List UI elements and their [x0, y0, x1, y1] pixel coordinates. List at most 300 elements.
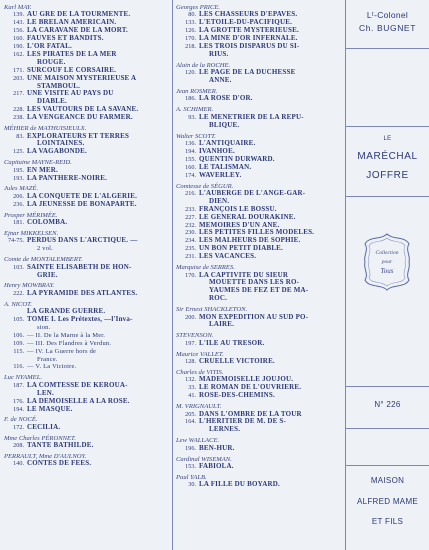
- entry-number: 235.: [185, 245, 196, 253]
- catalog-entry: [2, 290, 172, 298]
- catalog-entry: [2, 390, 172, 398]
- entry-number: 41.: [188, 392, 196, 400]
- catalog-entry: [174, 384, 342, 392]
- entry-title: L'AUBERGE DE L'ANGE-GAR-: [199, 189, 306, 197]
- author-name: A. SCHIMER.: [176, 106, 214, 114]
- entry-number: 176.: [13, 397, 24, 405]
- entry-number: 80.: [188, 11, 196, 19]
- author-section: [174, 369, 342, 400]
- catalog-entry: [2, 340, 172, 348]
- catalog-entry: [174, 172, 342, 180]
- entry-title: COLOMBA.: [27, 219, 68, 227]
- entry-title: — IV. La Guerre hors de: [27, 347, 97, 355]
- catalog-column-left: [2, 4, 172, 471]
- catalog-entry: [174, 69, 342, 77]
- catalog-entry: [2, 382, 172, 390]
- catalog-entry: [2, 308, 172, 316]
- entry-number: 162.: [13, 50, 24, 58]
- entry-number: [2, 245, 27, 253]
- author-name: Prosper MÉRIMÉE.: [4, 211, 58, 219]
- author-name: Comtesse de SÉGUR.: [176, 182, 234, 190]
- catalog-entry: [2, 51, 172, 59]
- catalog-entry: [2, 175, 172, 183]
- entry-title: LA VAGABONDE.: [27, 148, 87, 156]
- author-name: Ejnar MIKKELSEN.: [4, 229, 59, 237]
- catalog-entry: [174, 51, 342, 59]
- author-section: [174, 4, 342, 59]
- entry-number: 105.: [13, 316, 24, 324]
- author-name: Karl MAY.: [4, 4, 32, 11]
- entry-number: 232.: [185, 221, 196, 229]
- entry-number: [174, 295, 199, 303]
- author-section: [2, 453, 172, 468]
- catalog-entry: [2, 114, 172, 122]
- entry-title: LA DEMOISELLE A LA ROSE.: [27, 397, 130, 405]
- catalog-entry: [174, 19, 342, 27]
- entry-number: 186.: [185, 95, 196, 103]
- entry-number: 133.: [185, 19, 196, 27]
- catalog-entry: [174, 418, 342, 426]
- title-article: LE: [383, 136, 392, 142]
- catalog-entry: [174, 237, 342, 245]
- entry-title: ROC.: [209, 295, 228, 303]
- author-name: Luc NYAMEL.: [4, 374, 43, 382]
- entry-title: SURCOUF LE CORSAIRE.: [27, 66, 117, 74]
- entry-number: 106.: [13, 331, 24, 339]
- publisher-line1: MAISON: [370, 476, 405, 485]
- entry-title: WAVERLEY.: [199, 171, 242, 179]
- author-section: [2, 212, 172, 227]
- catalog-entry: [2, 133, 172, 141]
- entry-title: — II. De la Marne à la Mer.: [27, 331, 106, 339]
- entry-number: 187.: [13, 381, 24, 389]
- entry-title: L'ANTIQUAIRE.: [199, 140, 256, 147]
- entry-number: 227.: [185, 213, 196, 221]
- entry-number: 233.: [185, 205, 196, 213]
- entry-number: [174, 426, 199, 434]
- author-name: A. NICOT.: [4, 300, 32, 308]
- entry-title: MADEMOISELLE JOUJOU.: [199, 376, 294, 384]
- entry-title: EXPLORATEURS ET TERRES: [27, 132, 130, 140]
- catalog-entry: [174, 206, 342, 214]
- entry-title: LE GÉNÉRAL DOURAKINE.: [199, 213, 296, 221]
- entry-title: LE ROMAN DE L'OUVRIÈRE.: [199, 384, 302, 392]
- author-name: Alain de la ROCHE.: [176, 61, 231, 69]
- entry-title: UN BON PETIT DIABLE.: [199, 245, 284, 253]
- catalog-entry: [2, 406, 172, 414]
- author-name: Henry MOWBRAY.: [4, 282, 55, 290]
- author-name: Paul YALB.: [176, 473, 207, 481]
- catalog-entry: [174, 245, 342, 253]
- catalog-entry: [2, 83, 172, 91]
- author-section: [2, 256, 172, 279]
- entry-title: L'OR FATAL.: [27, 43, 72, 51]
- entry-title: LA MINE D'OR INFERNALE.: [199, 35, 298, 43]
- entry-number: 217.: [13, 90, 24, 98]
- author-section: [174, 88, 342, 103]
- entry-title: AU GRÉ DE LA TOURMENTE.: [27, 11, 131, 19]
- entry-title: LA PANTHÈRE-NOIRE.: [27, 174, 108, 182]
- catalog-entry: [174, 314, 342, 322]
- entry-title: LEN.: [37, 389, 54, 397]
- entry-title: MÉMOIRES D'UN ÂNE.: [199, 221, 280, 229]
- entry-title: TOME I. Les Prétextes, —l'Inva-: [27, 316, 133, 324]
- entry-title: CRUELLE VICTOIRE.: [199, 358, 275, 366]
- catalog-entry: [174, 426, 342, 434]
- divider-line: [346, 48, 429, 49]
- entry-number: [2, 390, 27, 398]
- entry-title: LA JEUNESSE DE BONAPARTE.: [27, 200, 137, 208]
- catalog-entry: [174, 222, 342, 230]
- entry-number: 206.: [13, 192, 24, 200]
- entry-title: TANTE BATHILDE.: [27, 442, 94, 450]
- catalog-entry: [2, 67, 172, 75]
- catalog-entry: [2, 193, 172, 201]
- entry-title: ANNE.: [209, 77, 232, 85]
- publisher-line3: ET FILS: [371, 517, 404, 526]
- entry-title: FAUVES ET BANDITS.: [27, 35, 104, 43]
- entry-title: QUENTIN DURWARD.: [199, 155, 275, 163]
- catalog-entry: [174, 156, 342, 164]
- catalog-entry: [2, 272, 172, 280]
- entry-title: LA CARAVANE DE LA MORT.: [27, 27, 129, 35]
- entry-number: 236.: [13, 200, 24, 208]
- author-name: Jules MAZÉ.: [4, 185, 39, 193]
- entry-title: LA FILLE DU BOYARD.: [199, 481, 280, 489]
- author-section: [174, 62, 342, 85]
- entry-number: [2, 356, 27, 364]
- entry-title: LA ROSE D'OR.: [199, 95, 253, 103]
- catalog-entry: [2, 219, 172, 227]
- catalog-entry: [174, 358, 342, 366]
- catalog-entry: [2, 424, 172, 432]
- catalog-entry: [174, 295, 342, 303]
- entry-title: LE MASQUE.: [27, 405, 73, 413]
- catalog-entry: [2, 90, 172, 98]
- author-name: STEVENSON.: [176, 332, 214, 340]
- catalog-entry: [2, 98, 172, 106]
- entry-number: 181.: [13, 219, 24, 227]
- entry-number: 164.: [185, 418, 196, 426]
- entry-number: 196.: [185, 444, 196, 452]
- entry-number: 128.: [185, 358, 196, 366]
- author-section: [174, 351, 342, 366]
- author-name: PERRAULT, Mme D'AULNOY.: [4, 453, 87, 461]
- entry-number: 30.: [188, 481, 196, 489]
- entry-title: STAMBOUL.: [37, 82, 81, 90]
- entry-number: 194.: [13, 405, 24, 413]
- entry-title: LE MÉNÉTRIER DE LA RÉPU-: [199, 113, 304, 121]
- entry-title: LA VENGEANCE DU FARMER.: [27, 114, 133, 122]
- catalog-entry: [174, 122, 342, 130]
- catalog-entry: [174, 272, 342, 280]
- entry-title: LE TALISMAN.: [199, 163, 252, 171]
- entry-title: — V. La Victoire.: [27, 363, 77, 371]
- entry-number: 132.: [185, 376, 196, 384]
- author-name: Jean ROSMER.: [176, 88, 218, 96]
- catalog-entry: [2, 356, 172, 364]
- author-section: [2, 374, 172, 413]
- catalog-entry: [174, 190, 342, 198]
- entry-number: [174, 287, 199, 295]
- entry-title: LES TROIS DISPARUS DU SI-: [199, 43, 300, 51]
- author-section: [174, 437, 342, 452]
- author-name: Capitaine MAYNE-REID.: [4, 159, 72, 167]
- entry-title: FRANÇOIS LE BOSSU.: [199, 205, 277, 213]
- entry-title: BLIQUE.: [209, 121, 240, 129]
- entry-number: 171.: [13, 66, 24, 74]
- entry-title: UNE MAISON MYSTÉRIEUSE A: [27, 74, 137, 82]
- entry-number: 203.: [13, 74, 24, 82]
- catalog-entry: [2, 201, 172, 209]
- entry-number: 222.: [13, 289, 24, 297]
- entry-number: 208.: [13, 442, 24, 450]
- author-name: Charles de VITIS.: [176, 368, 224, 376]
- author-name: M. VRIGNAULT.: [176, 403, 222, 411]
- catalog-entry: [2, 460, 172, 468]
- entry-number: 172.: [13, 423, 24, 431]
- entry-title: LE BRELAN AMÉRICAIN.: [27, 19, 117, 27]
- entry-number: 228.: [13, 106, 24, 114]
- entry-title: LOINTAINES.: [37, 140, 85, 148]
- entry-number: 216.: [185, 189, 196, 197]
- entry-number: 195.: [13, 166, 24, 174]
- entry-number: 136.: [185, 140, 196, 147]
- entry-title: LES VAUTOURS DE LA SAVANE.: [27, 106, 139, 114]
- entry-number: 74-75.: [8, 237, 24, 245]
- catalog-entry: [174, 77, 342, 85]
- column-divider: [172, 0, 173, 550]
- entry-title: LES MALHEURS DE SOPHIE.: [199, 237, 301, 245]
- catalog-entry: [174, 140, 342, 148]
- catalog-entry: [174, 114, 342, 122]
- catalog-entry: [2, 245, 172, 253]
- collection-emblem: [361, 232, 413, 292]
- catalog-entry: [174, 148, 342, 156]
- divider-line: [346, 126, 429, 127]
- author-name: Cardinal WISEMAN.: [176, 455, 232, 463]
- entry-number: [2, 140, 27, 148]
- catalog-entry: [2, 11, 172, 19]
- catalog-entry: [2, 59, 172, 67]
- author-name: Sir Ernest SHACKLETON.: [176, 306, 248, 314]
- publisher-line2: ALFRED MAME: [356, 497, 419, 506]
- entry-title: GRIE.: [37, 271, 58, 279]
- author-section: [174, 106, 342, 129]
- divider-line: [346, 465, 429, 466]
- emblem-text-pour: pour: [381, 259, 393, 265]
- entry-number: 231.: [185, 253, 196, 261]
- author-section: [174, 474, 342, 489]
- entry-number: [174, 198, 199, 206]
- entry-title: DIABLE.: [37, 98, 67, 106]
- entry-number: 160.: [13, 35, 24, 43]
- author-section: [2, 435, 172, 450]
- entry-number: 109.: [13, 339, 24, 347]
- entry-number: 170.: [185, 271, 196, 279]
- entry-title: IVANHOE.: [199, 147, 235, 155]
- emblem-text-collection: Collection: [375, 250, 399, 256]
- entry-number: 103.: [13, 263, 24, 271]
- author-name: MÉHIER de MATHUISIEULX.: [4, 125, 87, 133]
- catalog-entry: [174, 164, 342, 172]
- entry-number: 218.: [185, 43, 196, 51]
- entry-number: 140.: [13, 460, 24, 468]
- divider-line: [346, 196, 429, 197]
- entry-title: CÉCILIA.: [27, 423, 61, 431]
- entry-title: LAIRE.: [209, 321, 235, 329]
- entry-number: [2, 83, 27, 91]
- entry-title: MON EXPÉDITION AU SUD PO-: [199, 313, 309, 321]
- author-name: Lew WALLACE.: [176, 437, 220, 445]
- entry-number: [2, 324, 27, 332]
- author-name: Maurice VALLET.: [176, 350, 224, 358]
- author-section: [174, 403, 342, 434]
- catalog-entry: [2, 27, 172, 35]
- entry-title: LA GRANDE GUERRE.: [27, 308, 106, 316]
- catalog-entry: [174, 253, 342, 261]
- catalog-entry: [2, 19, 172, 27]
- entry-title: DIEN.: [209, 197, 230, 205]
- entry-number: 230.: [185, 229, 196, 237]
- catalog-entry: [174, 463, 342, 471]
- author-section: [174, 264, 342, 303]
- catalog-entry: [174, 392, 342, 400]
- catalog-entry: [2, 148, 172, 156]
- entry-title: sion.: [37, 323, 51, 331]
- author-name: Walter SCOTT.: [176, 132, 216, 140]
- entry-title: YAUMES DE FEZ ET DE MA-: [209, 287, 309, 295]
- catalog-entry: [2, 43, 172, 51]
- catalog-entry: [2, 442, 172, 450]
- author-section: [174, 456, 342, 471]
- author-name: F. de NOCÉ.: [4, 416, 38, 424]
- author-name: Georges PRICE.: [176, 4, 221, 11]
- entry-title: LES PIRATES DE LA MER: [27, 50, 117, 58]
- author-name: Marquise de SERRES.: [176, 264, 235, 272]
- catalog-entry: [2, 398, 172, 406]
- entry-number: [174, 279, 199, 287]
- entry-title: LE PAGE DE LA DUCHESSE: [199, 69, 296, 77]
- entry-number: 200.: [185, 313, 196, 321]
- catalog-entry: [174, 279, 342, 287]
- author-section: [2, 185, 172, 208]
- author-section: [2, 416, 172, 431]
- entry-number: 116.: [13, 363, 24, 371]
- catalog-entry: [2, 75, 172, 83]
- entry-number: [2, 59, 27, 67]
- catalog-entry: [2, 264, 172, 272]
- entry-title: LA PYRAMIDE DES ATLANTES.: [27, 289, 138, 297]
- author-name: Mme Charles PÉRONNET.: [4, 434, 76, 442]
- catalog-entry: [174, 411, 342, 419]
- book-title-line1: MARÉCHAL: [357, 151, 418, 162]
- entry-number: 93.: [188, 113, 196, 121]
- author-section: [174, 306, 342, 329]
- entry-number: [2, 308, 27, 316]
- author-section: [2, 282, 172, 297]
- catalog-entry: [2, 316, 172, 324]
- entry-title: LA CONQUÊTE DE L'ALGÉRIE.: [27, 192, 138, 200]
- catalog-entry: [174, 43, 342, 51]
- entry-title: LA COMTESSE DE KÉROUA-: [27, 381, 128, 389]
- catalog-column-middle: [174, 4, 342, 492]
- catalog-entry: [174, 287, 342, 295]
- catalog-entry: [2, 140, 172, 148]
- entry-number: 170.: [185, 35, 196, 43]
- author-section: [174, 332, 342, 347]
- entry-title: 2 vol.: [37, 245, 54, 253]
- catalog-entry: [174, 95, 342, 103]
- entry-number: 120.: [185, 69, 196, 77]
- entry-number: 153.: [185, 462, 196, 470]
- catalog-entry: [2, 332, 172, 340]
- emblem-text-tous: Tous: [380, 267, 394, 275]
- entry-title: SAINTE ÉLISABETH DE HON-: [27, 263, 132, 271]
- entry-number: 115.: [13, 347, 24, 355]
- catalog-entry: [174, 35, 342, 43]
- entry-number: 83.: [16, 132, 24, 140]
- entry-number: [174, 51, 199, 59]
- catalog-entry: [2, 348, 172, 356]
- entry-number: [2, 272, 27, 280]
- catalog-entry: [2, 363, 172, 371]
- entry-number: 33.: [188, 384, 196, 392]
- divider-line: [346, 428, 429, 429]
- entry-title: FABIOLA.: [199, 462, 234, 470]
- entry-number: [174, 321, 199, 329]
- catalog-entry: [2, 324, 172, 332]
- author-section: [2, 125, 172, 156]
- entry-number: 126.: [185, 27, 196, 35]
- entry-title: — III. Des Flandres à Verdun.: [27, 339, 112, 347]
- entry-number: [2, 98, 27, 106]
- author-section: [2, 230, 172, 253]
- entry-number: 143.: [13, 19, 24, 27]
- entry-title: LERNES.: [209, 426, 241, 434]
- author-section: [2, 301, 172, 372]
- entry-title: BEN-HUR.: [199, 444, 235, 452]
- catalog-entry: [174, 27, 342, 35]
- entry-number: 205.: [185, 410, 196, 418]
- entry-number: 197.: [185, 339, 196, 347]
- entry-title: ROSE-DES-CHEMINS.: [199, 392, 275, 400]
- catalog-entry: [2, 167, 172, 175]
- catalog-entry: [2, 106, 172, 114]
- entry-title: PERDUS DANS L'ARCTIQUE. —: [27, 237, 138, 245]
- entry-number: 193.: [13, 174, 24, 182]
- catalog-entry: [2, 35, 172, 43]
- entry-title: EN MER.: [27, 166, 58, 174]
- catalog-entry: [174, 198, 342, 206]
- catalog-entry: [174, 376, 342, 384]
- author-name: Ch. BUGNET: [358, 23, 416, 33]
- entry-number: 125.: [13, 148, 24, 156]
- entry-title: LES VACANCES.: [199, 253, 257, 261]
- entry-title: L'ÎLE AU TRÉSOR.: [199, 339, 265, 347]
- entry-title: LES CHASSEURS D'ÉPAVES.: [199, 11, 298, 19]
- entry-title: RIUS.: [209, 50, 229, 58]
- entry-number: 139.: [13, 11, 24, 19]
- catalog-entry: [174, 11, 342, 19]
- entry-title: France.: [37, 355, 58, 363]
- series-number: N° 226: [374, 400, 401, 409]
- book-title-line2: JOFFRE: [366, 170, 409, 181]
- entry-number: 238.: [13, 114, 24, 122]
- catalog-entry: [2, 237, 172, 245]
- entry-number: 234.: [185, 237, 196, 245]
- entry-number: [174, 122, 199, 130]
